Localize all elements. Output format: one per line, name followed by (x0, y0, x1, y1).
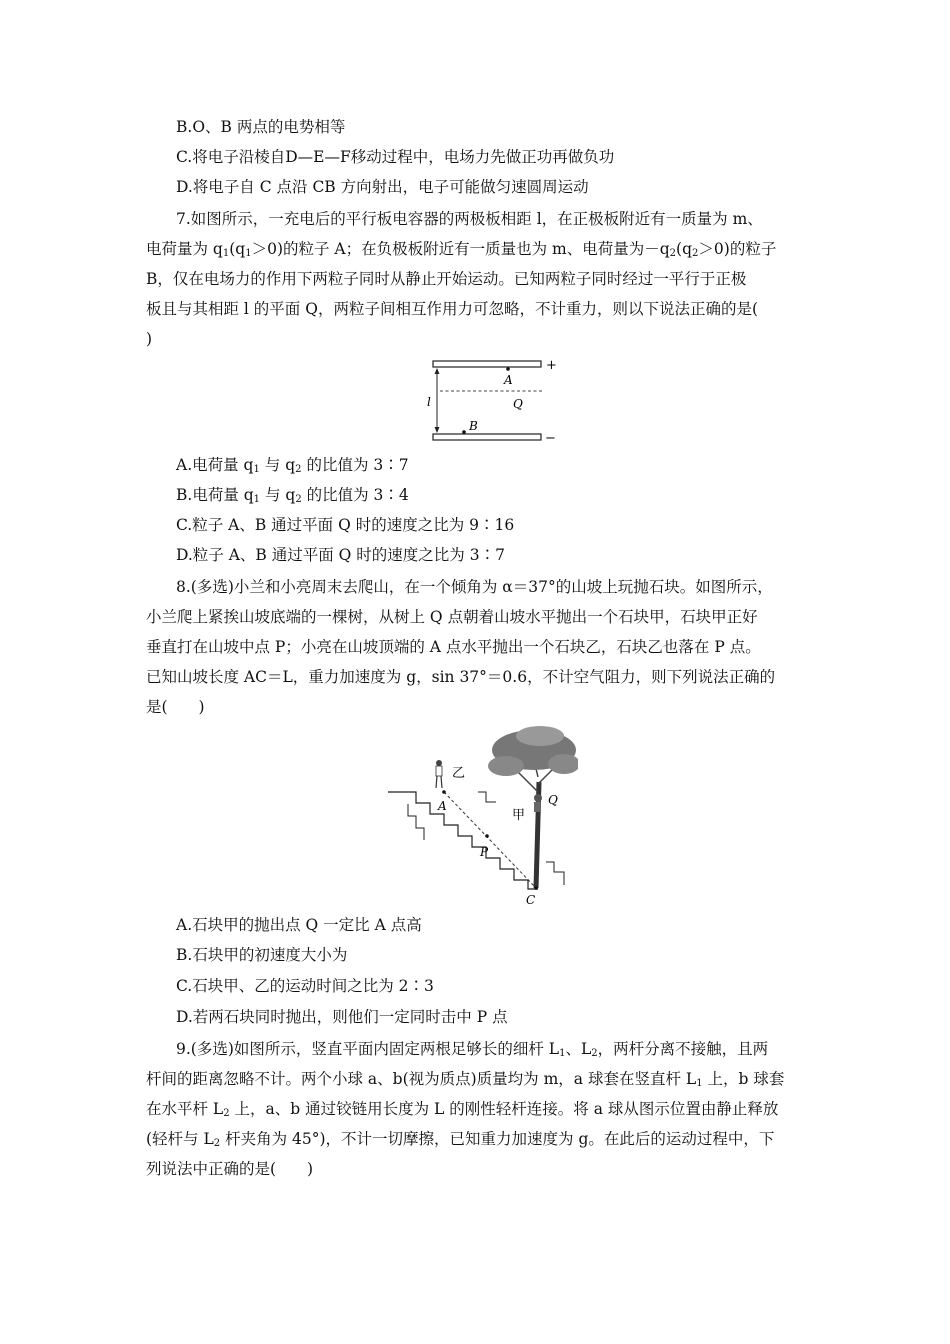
q7-option-b: B.电荷量 $q_1$ 与 $q_2$ 的比值为 3∶4 (176, 486, 409, 505)
tree-canopy (488, 756, 524, 776)
negative-plate (433, 434, 541, 440)
point-c-dot (534, 886, 538, 890)
particle-b-dot (462, 430, 466, 434)
label-c: C (526, 893, 536, 907)
q7-stem-line: ) (146, 330, 153, 348)
q7-option-c: C.粒子 A、B 通过平面 Q 时的速度之比为 9∶16 (176, 516, 515, 534)
hill-steps-left (408, 804, 424, 840)
label-p: P (480, 845, 489, 859)
slope-line-ac (444, 792, 536, 888)
hill-steps (388, 792, 538, 889)
arrow-head-down-icon (435, 427, 440, 433)
label-l: l (427, 395, 431, 409)
q9-stem-line: 列说法中正确的是( ) (146, 1160, 314, 1178)
q9-stem-line: 9.(多选)如图所示，竖直平面内固定两根足够长的细杆 $L_1$、$L_2$，两杆分离不接触，且两 (176, 1040, 769, 1059)
lower-right-step (546, 862, 564, 885)
q9-stem-line: 在水平杆 $L_2$ 上，a、b 通过铰链用长度为 L 的刚性轻杆连接。将 a 球从图示位置由静止释放 (146, 1100, 779, 1119)
q8-option-d: D.若两石块同时抛出，则他们一定同时击中 P 点 (176, 1008, 508, 1026)
q6-option-d: D.将电子自 C 点沿 CB 方向射出，电子可能做匀速圆周运动 (176, 178, 589, 196)
girl-figure (534, 794, 542, 802)
q8-option-c: C.石块甲、乙的运动时间之比为 2∶3 (176, 977, 434, 995)
q8-option-a: A.石块甲的抛出点 Q 一定比 A 点高 (176, 916, 422, 934)
boy-figure (436, 776, 437, 788)
label-jia: 甲 (512, 808, 526, 823)
boy-figure (441, 776, 442, 788)
q6-option-b: B.O、B 两点的电势相等 (176, 118, 346, 136)
q9-stem-line: (轻杆与 $L_2$ 杆夹角为 45°)，不计一切摩擦，已知重力加速度为 g。在此后的运动过程中，下 (146, 1130, 775, 1149)
hill-tree-figure (388, 722, 578, 908)
q7-stem-line: B，仅在电场力的作用下两粒子同时从静止开始运动。已知两粒子同时经过一平行于正极 (146, 270, 747, 288)
q8-stem-line: 8.(多选)小兰和小亮周末去爬山，在一个倾角为 α＝37°的山坡上玩抛石块。如图所示， (176, 578, 773, 596)
q7-option-d: D.粒子 A、B 通过平面 Q 时的速度之比为 3∶7 (176, 546, 505, 564)
q8-stem-line: 小兰爬上紧挨山坡底端的一棵树，从树上 Q 点朝着山坡水平抛出一个石块甲，石块甲正好 (146, 608, 758, 626)
q9-stem-line: 杆间的距离忽略不计。两个小球 a、b(视为质点)质量均为 m，a 球套在竖直杆 $L_1$ 上，b 球套 (146, 1070, 785, 1089)
q8-option-b: B.石块甲的初速度大小为 (176, 946, 348, 964)
girl-figure (534, 802, 541, 812)
plus-sign: + (546, 358, 557, 373)
q7-option-a: A.电荷量 $q_1$ 与 $q_2$ 的比值为 3∶7 (176, 456, 409, 475)
label-a: A (504, 373, 513, 387)
boy-figure (436, 766, 442, 776)
boy-figure (436, 760, 442, 766)
capacitor-figure (420, 352, 570, 444)
upper-step (478, 792, 496, 802)
point-a-dot (442, 790, 446, 794)
tree-canopy (516, 726, 564, 746)
q7-stem-line: 电荷量为 $q_1(q_1>0)$的粒子 A；在负极板附近有一质量也为 m、电荷量为$-q_2(q_2>0)$的粒子 (146, 240, 777, 259)
q8-stem-line: 垂直打在山坡中点 P；小亮在山坡顶端的 A 点水平抛出一个石块乙，石块乙也落在 P 点。 (146, 638, 761, 656)
arrow-head-up-icon (435, 368, 440, 374)
minus-sign: − (545, 431, 556, 444)
q6-option-c: C.将电子沿棱自D—E—F移动过程中，电场力先做正功再做负功 (176, 148, 615, 166)
positive-plate (433, 361, 541, 367)
point-p-dot (485, 834, 489, 838)
label-b: B (469, 419, 478, 433)
label-a: A (438, 799, 447, 813)
label-yi: 乙 (452, 766, 466, 781)
q8-stem-line: 已知山坡长度 AC＝L，重力加速度为 g，sin 37°＝0.6，不计空气阻力，则下列说法正确的 (146, 668, 776, 686)
label-q: Q (513, 397, 523, 411)
label-q: Q (548, 793, 558, 807)
q7-stem-line: 板且与其相距 l 的平面 Q，两粒子间相互作用力可忽略，不计重力，则以下说法正确的是( (146, 300, 758, 318)
q7-stem-line: 7.如图所示，一充电后的平行板电容器的两极板相距 l，在正极板附近有一质量为 m、 (176, 210, 763, 228)
particle-a-dot (506, 367, 510, 371)
q8-stem-line: 是( ) (146, 698, 205, 716)
